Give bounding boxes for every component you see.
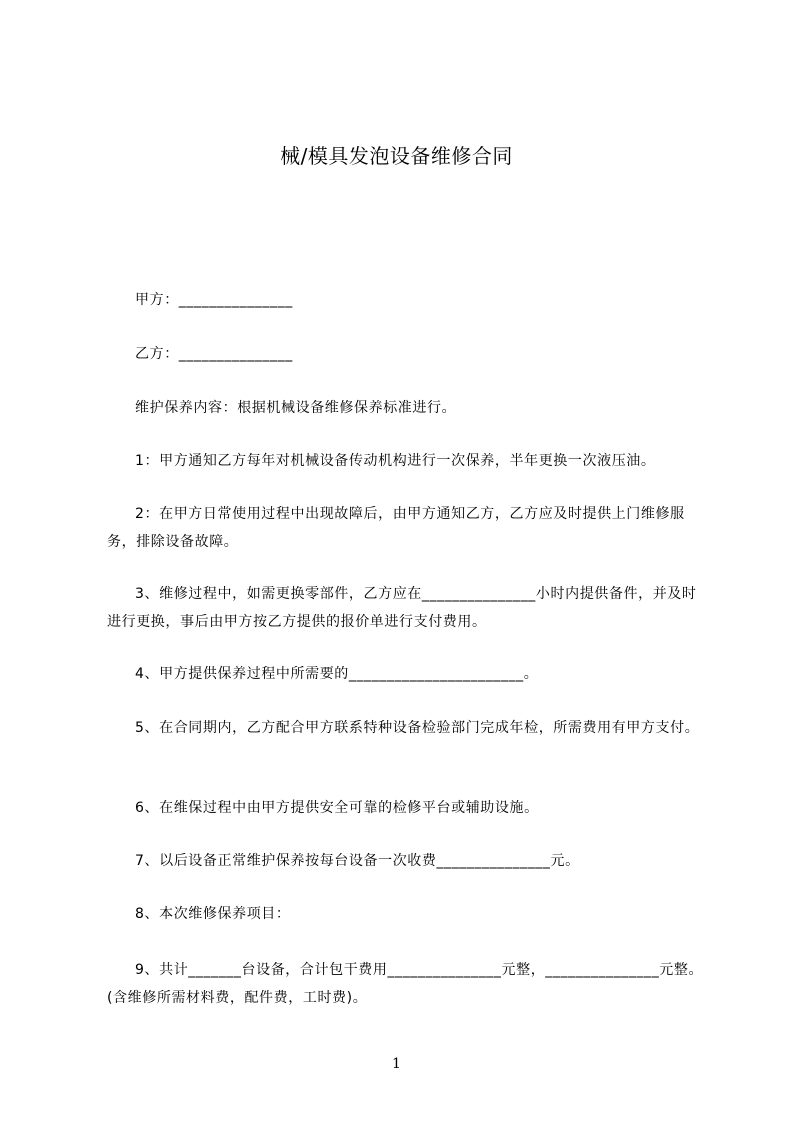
clause-4: 4、甲方提供保养过程中所需要的_______________________。 [135,666,539,682]
clause-7: 7、以后设备正常维护保养按每台设备一次收费_______________元。 [135,853,580,869]
document-title: 械/模具发泡设备维修合同 [280,144,513,168]
party-b-line: 乙方：_______________ [135,346,293,362]
party-a-line: 甲方：_______________ [135,292,293,308]
page-number: 1 [392,1056,401,1072]
clause-2: 2：在甲方日常使用过程中出现故障后，由甲方通知乙方，乙方应及时提供上门维修服务，排除设备故障。 [107,506,685,550]
clause-9: 9、共计_______台设备，合计包干费用_______________元整，_______________元整。(含维修所需材料费，配件费，工时费)。 [107,962,704,1006]
clause-8: 8、本次维修保养项目： [135,906,291,922]
clause-1: 1：甲方通知乙方每年对机械设备传动机构进行一次保养，半年更换一次液压油。 [135,453,656,469]
clause-6: 6、在维保过程中由甲方提供安全可靠的检修平台或辅助设施。 [135,800,539,816]
clause-3: 3、维修过程中，如需更换零部件，乙方应在_______________小时内提供备件，并及时进行更换，事后由甲方按乙方提供的报价单进行支付费用。 [107,586,697,630]
maintenance-scope: 维护保养内容：根据机械设备维修保养标准进行。 [135,400,457,416]
clause-5: 5、在合同期内，乙方配合甲方联系特种设备检验部门完成年检，所需费用有甲方支付。 [135,720,700,736]
